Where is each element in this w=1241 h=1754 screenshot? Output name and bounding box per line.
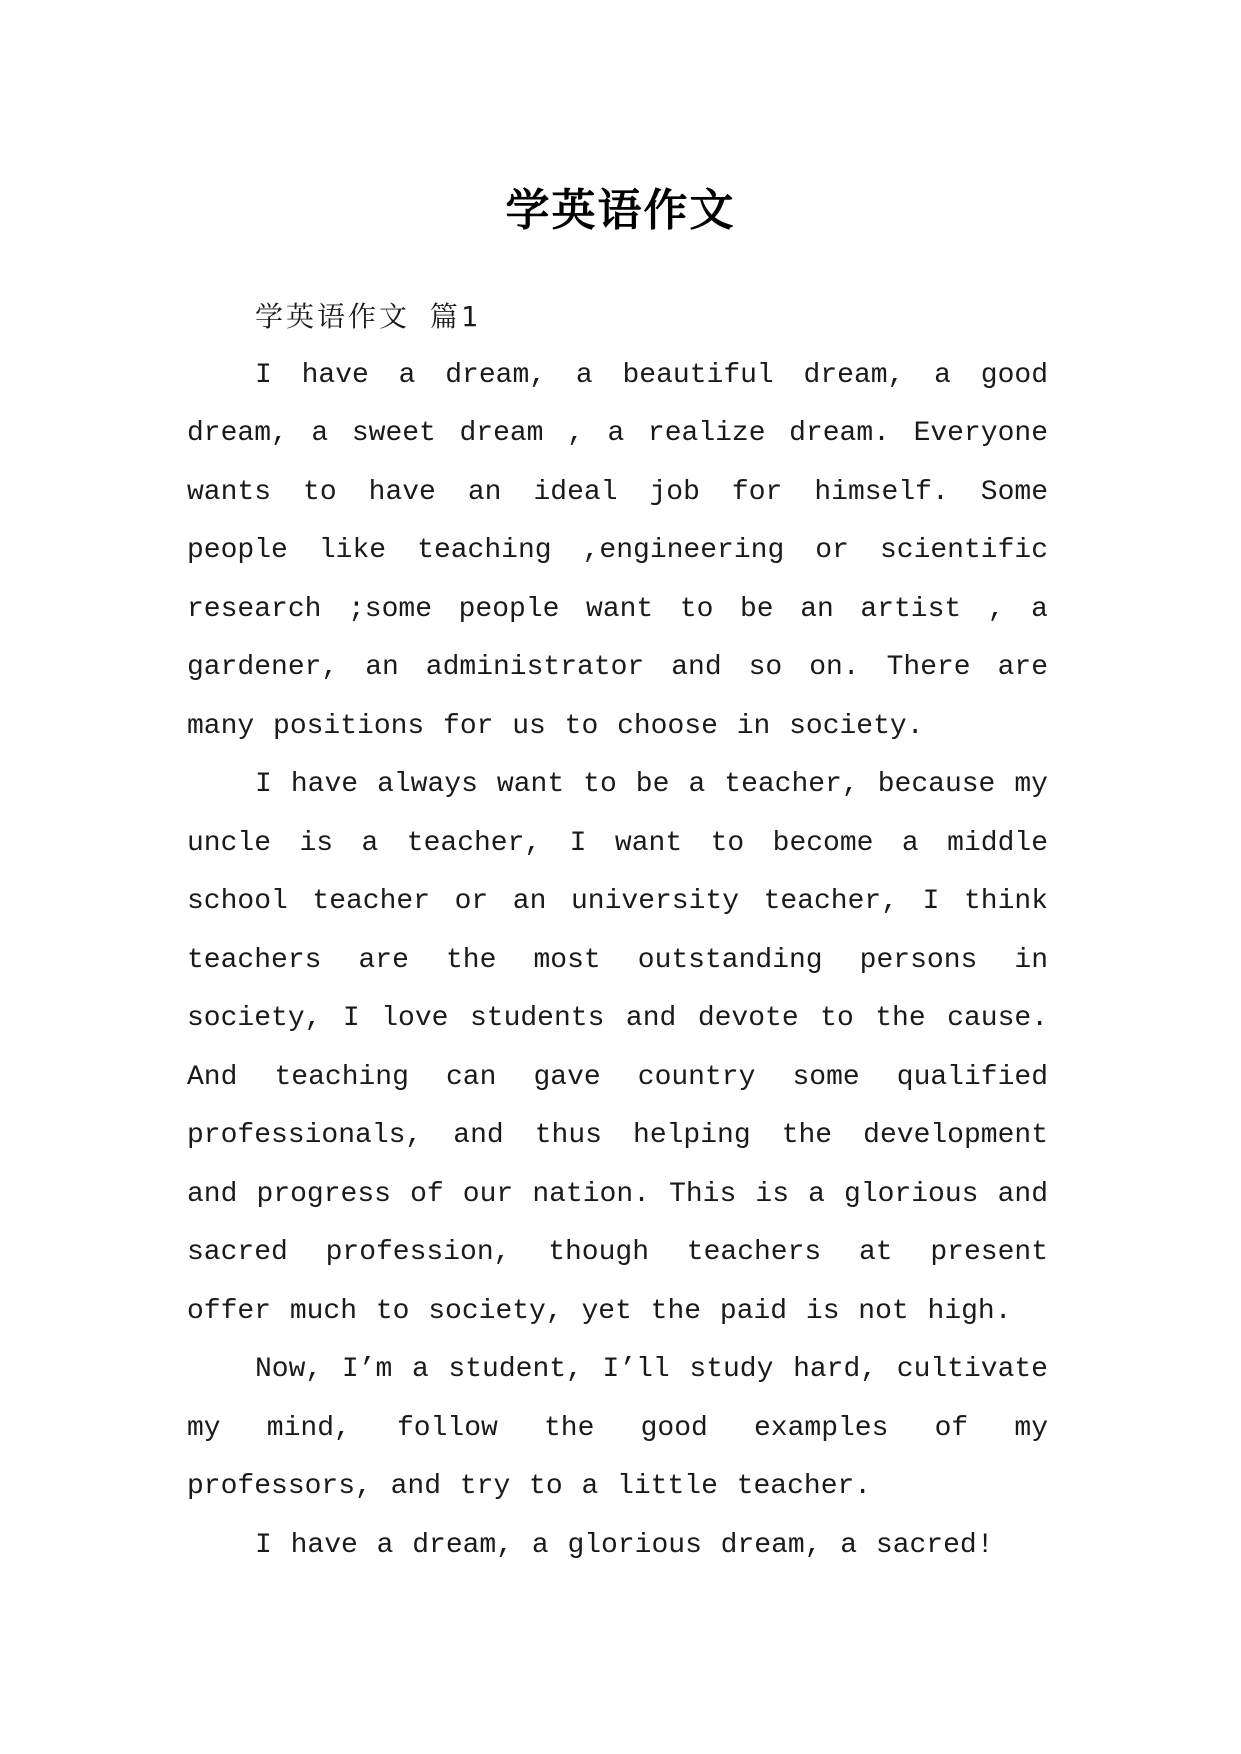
paragraph-1: I have a dream, a beautiful dream, a good dream, a sweet dream , a realize dream. Everyone wants to have an ideal job for himself. Some people like teaching ,engineering or scientific research ;some people want to be an artist , a gardener, an administrator and so on. There are many positions for us to choose in society.: [187, 359, 1048, 742]
section-heading: 学英语作文 篇1: [255, 300, 481, 333]
paragraph-2: I have always want to be a teacher, because my uncle is a teacher, I want to become a middle school teacher or an university teacher, I think teachers are the most outstanding persons in society, I love students and devote to the cause. And teaching can gave country some qualified professionals, and thus helping the development and progress of our nation. This is a glorious and sacred profession, though teachers at present offer much to society, yet the paid is not high.: [187, 769, 1048, 1327]
paragraph-3: Now, I’m a student, I’ll study hard, cultivate my mind, follow the good examples of my professors, and try to a little teacher.: [187, 1354, 1048, 1502]
paragraph-4: I have a dream, a glorious dream, a sacred!: [255, 1529, 994, 1561]
document-body: [187, 288, 1048, 1575]
page-title: 学英语作文: [505, 185, 736, 237]
